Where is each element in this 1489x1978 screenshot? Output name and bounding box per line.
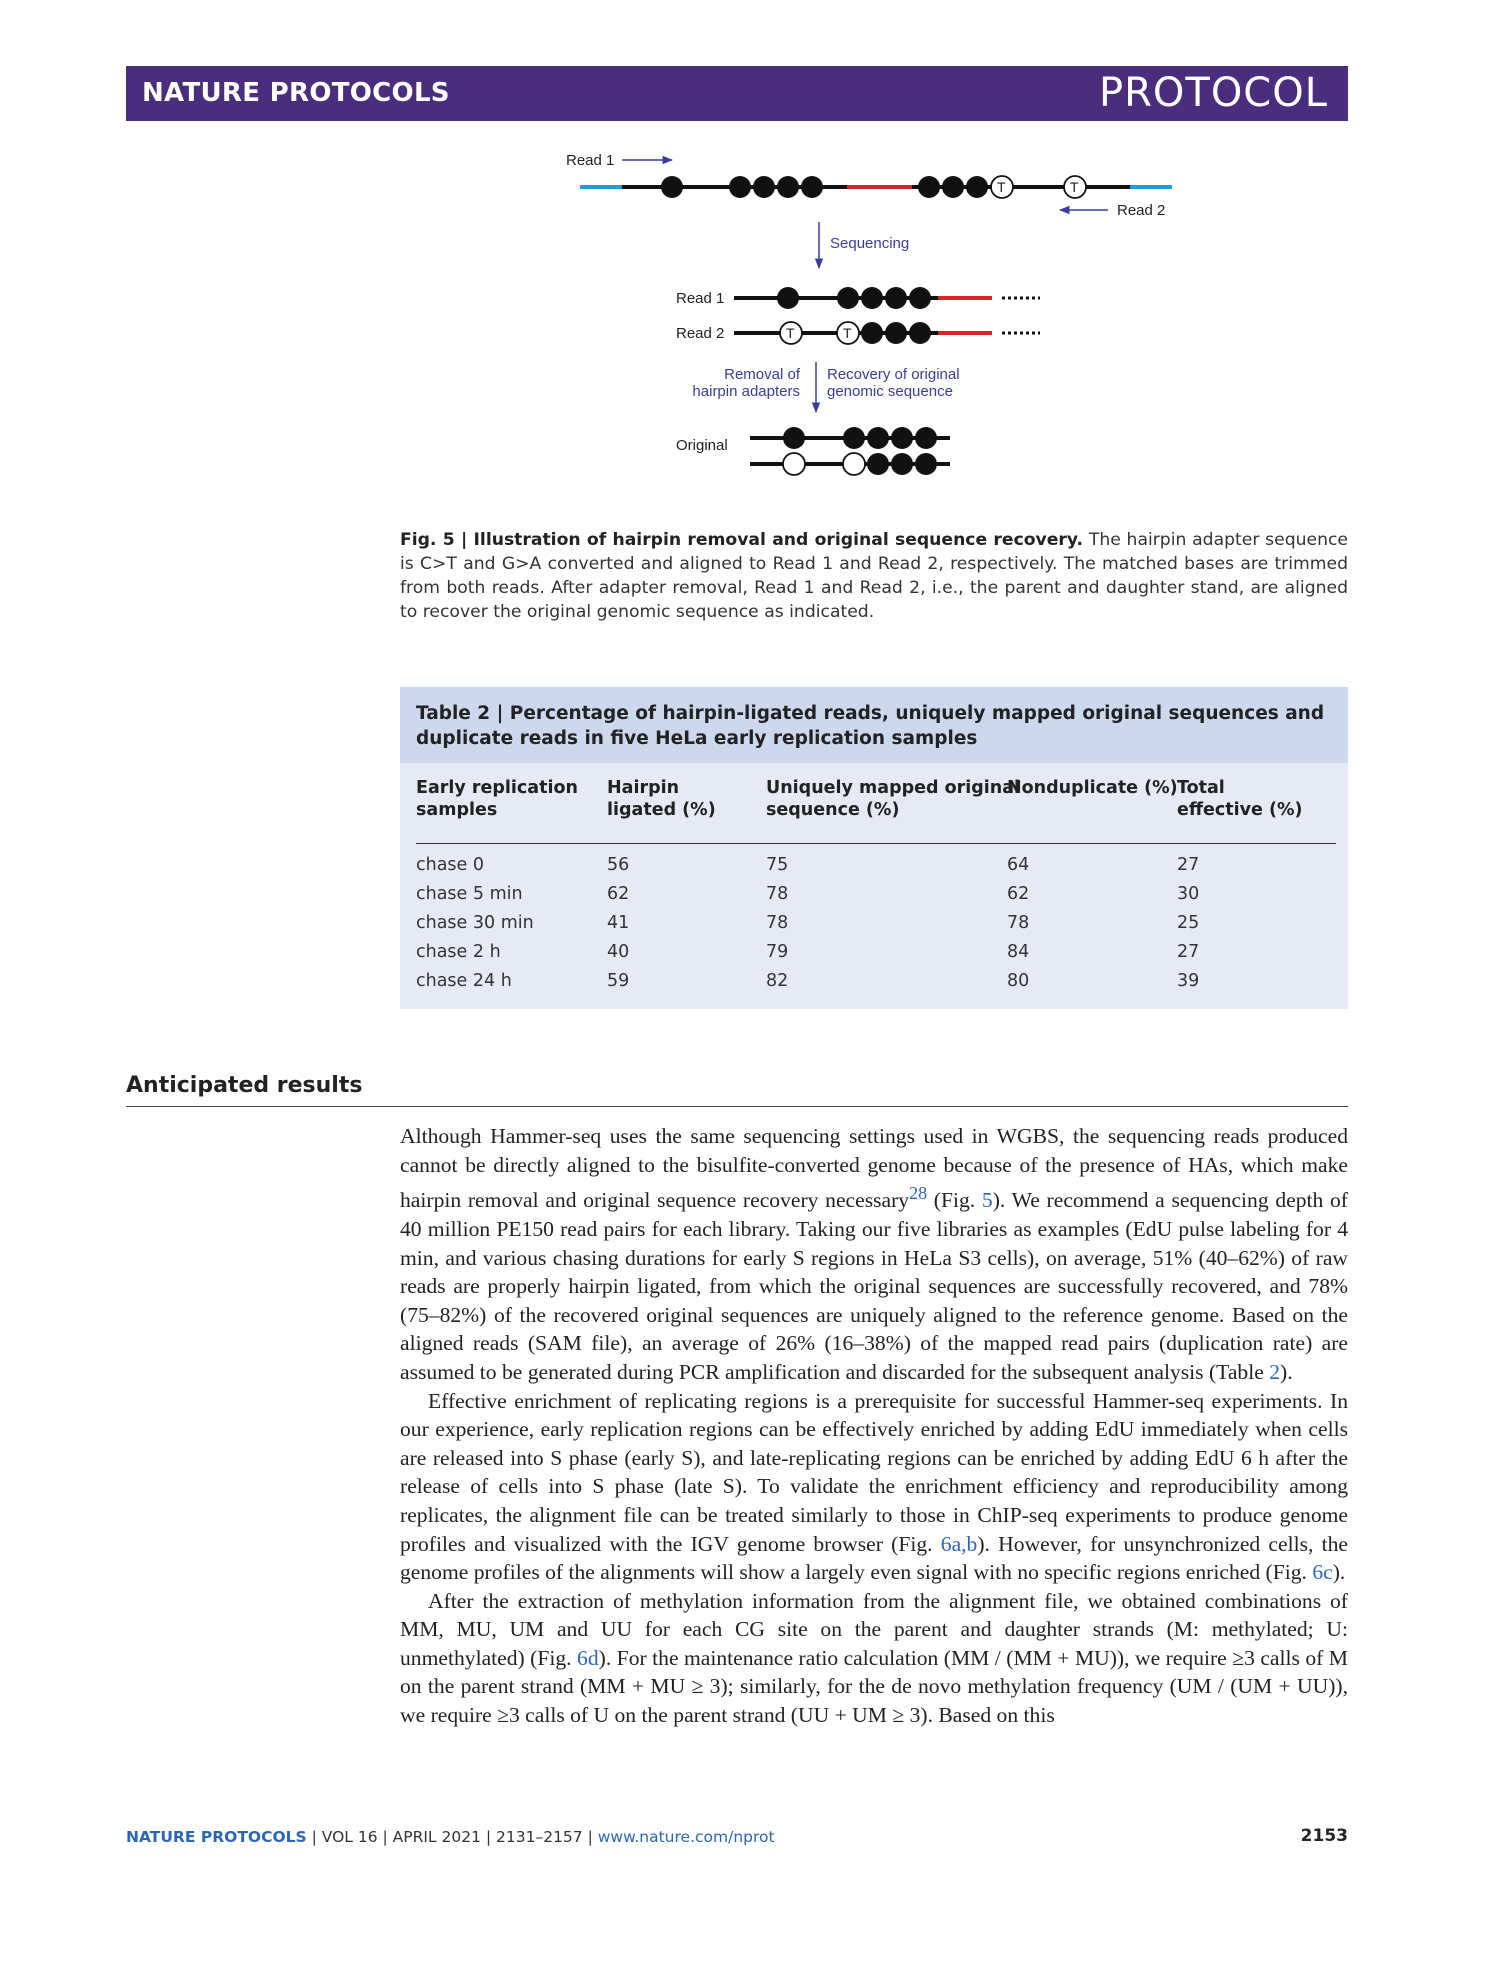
footer-journal: NATURE PROTOCOLS [126,1828,307,1846]
methyl-cpg [918,176,940,198]
sequencing-label: Sequencing [830,235,910,252]
svg-text:hairpin adapters: hairpin adapters [692,383,800,400]
section-divider [126,1106,1348,1107]
methyl-cpg [777,176,799,198]
citation-link[interactable]: 28 [909,1183,928,1204]
recovery-label: Recovery of original [827,366,960,383]
table-2 [400,687,1348,1009]
original-label: Original [676,437,728,454]
read2-short-label: Read 2 [676,325,725,342]
figure-5-diagram [560,140,1200,520]
table-link[interactable]: 2 [1269,1359,1280,1384]
paragraph: Effective enrichment of replicating regions is a prerequisite for successful Hammer-seq experiments. In our experience, early replication regions can be effectively enriched by adding EdU immediately when cells are released into S phase (early S), and late-replicating regions can be enriched by adding EdU 6 h after the release of cells into S phase (late S). To validate the enrichment efficiency and reproducibility among replicates, the alignment file can be treated similarly to those in ChIP-seq experiments to produce genome profiles and visualized with the IGV genome browser (Fig. 6a,b). However, for unsynchronized cells, the genome profiles of the alignments will show a largely even signal with no specific regions enriched (Fig. 6c). [400,1388,1348,1585]
table-header-cell: Nonduplicate (%) [1007,778,1178,798]
article-type: PROTOCOL [1098,70,1328,116]
paragraph: After the extraction of methylation information from the alignment file, we obtained combinations of MM, MU, UM and UU for each CG site on the parent and daughter strands (M: methylated; U: unmethylated) (Fig. 6d). For the maintenance ratio calculation (MM / (MM + MU)), we require ≥3 calls of M on the parent strand (MM + MU ≥ 3); similarly, for the de novo methylation frequency (UM / (UM + UU)), we require ≥3 calls of U on the parent strand (UU + UM ≥ 3). Based on this [400,1588,1348,1728]
caption-text: The hairpin adapter sequence is C>T and G>A converted and aligned to Read 1 and Read 2, respectively. The matched bases are trimmed from both reads. After adapter removal, Read 1 and Read 2, i.e., the parent and daughter stand, are aligned to recover the original genomic sequence as indicated. [400,530,1348,622]
table-header-cell: Uniquely mapped original sequence (%) [766,778,1021,820]
figure-caption [400,528,1348,624]
svg-text:T: T [1070,179,1079,195]
section-heading: Anticipated results [126,1073,363,1098]
svg-text:genomic sequence: genomic sequence [827,383,953,400]
figure-link[interactable]: 6a,b [940,1531,978,1556]
table-body [416,855,1336,1000]
footer-citation: | VOL 16 | APRIL 2021 | 2131–2157 | [306,1828,598,1846]
methyl-cpg [729,176,751,198]
table-row: chase 24 h 59 82 80 39 [416,971,1200,991]
methyl-cpg [966,176,988,198]
svg-text:T: T [843,325,852,341]
read1-short-label: Read 1 [676,290,725,307]
methyl-cpg [661,176,683,198]
figure-link[interactable]: 5 [981,1188,993,1213]
methyl-cpg [801,176,823,198]
figure-link[interactable]: 6c [1312,1560,1333,1585]
table-header-cell: Early replication samples [416,778,578,820]
removal-label: Removal of [724,366,800,383]
caption-label: Fig. 5 | Illustration of hairpin removal and original sequence recovery. [400,530,1084,550]
methyl-cpg [753,176,775,198]
table-header-cell: Hairpin ligated (%) [607,778,716,820]
body-text [400,1122,1348,1730]
paragraph: Although Hammer-seq uses the same sequencing settings used in WGBS, the sequencing reads produced cannot be directly aligned to the bisulfite-converted genome because of the presence of HAs, which make hairpin removal and original sequence recovery necessary$^{28}$ (Fig. 5). We recommend a sequencing depth of 40 million PE150 read pairs for each library. Taking our five libraries as examples (EdU pulse labeling for 4 min, and various chasing durations for early S regions in HeLa S3 cells), on average, 51% (40–62%) of raw reads are properly hairpin ligated, from which the original sequences are successfully recovered, and 78% (75–82%) of the recovered original sequences are uniquely aligned to the reference genome. Based on the aligned reads (SAM file), an average of 26% (16–38%) of the mapped read pairs (duplication rate) are assumed to be generated during PCR amplification and discarded for the subsequent analysis (Table 2). [400,1124,1348,1384]
figure-link[interactable]: 6d [577,1645,599,1670]
table-header-row [416,777,1336,844]
read1-label: Read 1 [566,152,615,169]
page-number: 2153 [1300,1826,1348,1846]
journal-header-bar [126,66,1348,121]
table-header-cell: Total effective (%) [1177,778,1303,820]
table-row: chase 2 h 40 79 84 27 [416,942,1200,962]
table-row: chase 5 min 62 78 62 30 [416,884,1200,904]
footer-url-link[interactable]: www.nature.com/nprot [597,1828,775,1846]
svg-text:T: T [997,179,1006,195]
table-row: chase 30 min 41 78 78 25 [416,913,1200,933]
journal-name: NATURE PROTOCOLS [142,78,450,108]
read2-label: Read 2 [1117,202,1166,219]
svg-text:T: T [786,325,795,341]
methyl-cpg [942,176,964,198]
table-title: Table 2 | Percentage of hairpin-ligated reads, uniquely mapped original sequences and duplicate reads in five HeLa early replication samples [400,687,1348,763]
page-footer [126,1828,775,1846]
table-row: chase 0 56 75 64 27 [416,855,1200,875]
